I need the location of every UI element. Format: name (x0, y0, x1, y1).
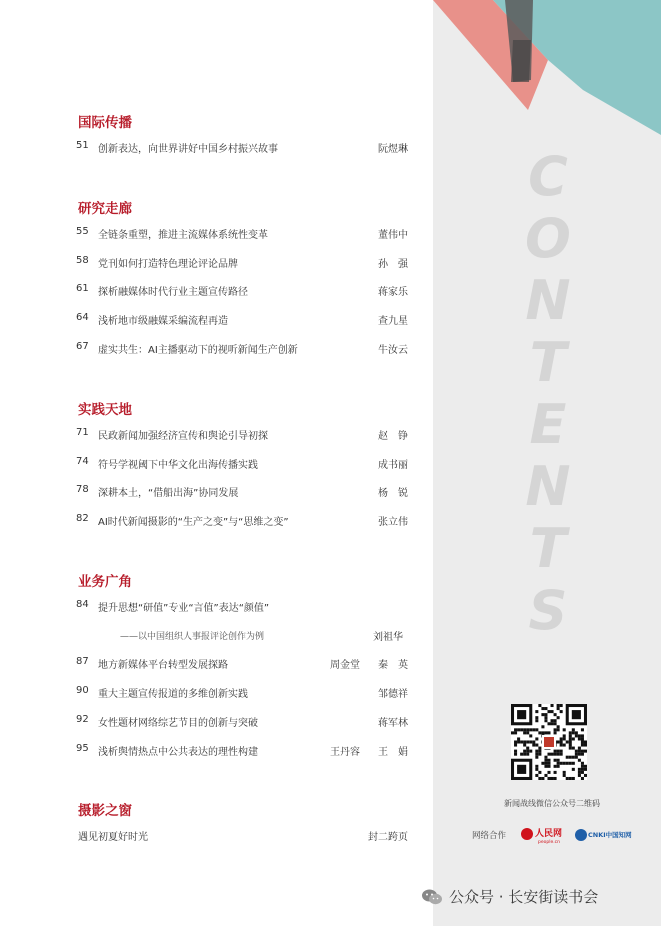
author-name: 邹德祥 (378, 689, 408, 701)
article-title: AI时代新闻摄影的“生产之变”与“思维之变” (98, 517, 289, 529)
author-name: 蒋军林 (378, 717, 408, 729)
toc-entry[interactable] (76, 714, 408, 730)
author-name: 封二跨页 (368, 832, 408, 843)
contents-letter: O (525, 207, 571, 270)
toc-entry[interactable] (76, 656, 408, 672)
author-name: 查九星 (378, 316, 408, 328)
page-number: 78 (76, 484, 89, 496)
page-number: 84 (76, 599, 89, 610)
contents-letter: N (525, 269, 571, 332)
section-title: 业务广角 (78, 574, 132, 590)
toc-entry[interactable] (76, 599, 408, 615)
qr-code (511, 704, 587, 780)
people-daily-logo[interactable] (520, 825, 566, 845)
page-number: 92 (76, 713, 89, 725)
author-name: 刘祖华 (373, 631, 403, 643)
decorative-shapes (433, 0, 661, 140)
toc-entry[interactable] (76, 255, 408, 271)
contents-letter: N (525, 455, 571, 518)
article-title: 符号学视阈下中华文化出海传播实践 (98, 459, 258, 471)
page-number: 61 (76, 283, 89, 295)
page-number: 55 (76, 226, 89, 237)
toc-entry[interactable] (76, 743, 408, 759)
article-title: 重大主题宣传报道的多维创新实践 (98, 689, 248, 701)
partner-label: 网络合作 (472, 831, 507, 841)
author-name: 阮煜琳 (378, 144, 408, 155)
section-title: 摄影之窗 (78, 803, 132, 819)
section-title: 实践天地 (78, 402, 132, 418)
toc-entry[interactable] (76, 283, 408, 299)
article-subtitle: ——以中国组织人事报评论创作为例 (120, 631, 265, 642)
article-title: 遇见初夏好时光 (78, 832, 148, 843)
author-name: 赵 铮 (378, 431, 408, 442)
page-number: 87 (76, 656, 89, 668)
toc-entry[interactable] (76, 685, 408, 701)
qr-caption: 新闻战线微信公众号二维码 (504, 799, 600, 808)
author-name: 王丹容 (330, 746, 360, 758)
toc-entry[interactable] (76, 484, 408, 500)
page-number: 67 (76, 340, 89, 352)
page-number: 90 (76, 685, 89, 697)
toc-entry[interactable] (76, 427, 408, 443)
svg-text:people.cn: people.cn (538, 840, 561, 845)
contents-letter: C (528, 145, 568, 208)
toc-entry[interactable] (76, 312, 408, 328)
toc-entry[interactable] (76, 140, 408, 156)
article-title: 创新表达，向世界讲好中国乡村振兴故事 (98, 144, 278, 155)
article-title: 女性题材网络综艺节目的创新与突破 (98, 717, 258, 729)
toc-entry[interactable] (76, 828, 408, 844)
page-number: 71 (76, 427, 89, 438)
section-title: 国际传播 (78, 115, 132, 131)
author-name: 蒋家乐 (378, 287, 408, 299)
page-number: 82 (76, 513, 89, 525)
page-number: 95 (76, 742, 89, 754)
author-name: 成书丽 (378, 459, 408, 471)
toc-entry[interactable] (76, 226, 408, 242)
toc-entry[interactable] (76, 513, 408, 529)
author-name: 秦 英 (378, 660, 408, 672)
author-name: 周金堂 (330, 660, 360, 672)
svg-text:人民网: 人民网 (535, 829, 563, 839)
author-name: 牛汝云 (378, 344, 408, 356)
article-title: 提升思想“研值”专业“言值”表达“颜值” (98, 603, 270, 614)
author-name: 王 娟 (378, 746, 408, 758)
toc-entry[interactable] (76, 341, 408, 357)
author-name: 孙 强 (378, 258, 408, 270)
wechat-footer-text: 公众号 · 长安街读书会 (449, 888, 599, 906)
section-title: 研究走廊 (78, 201, 132, 217)
svg-text:CNKI中国知网: CNKI中国知网 (588, 831, 632, 839)
cnki-logo[interactable] (574, 825, 632, 845)
toc-entry[interactable] (76, 456, 408, 472)
article-title: 民政新闻加强经济宣传和舆论引导初探 (98, 431, 268, 442)
author-name: 张立伟 (378, 517, 408, 529)
author-name: 杨 锐 (378, 488, 408, 500)
contents-letter: T (529, 331, 567, 394)
article-title: 地方新媒体平台转型发展探路 (98, 660, 228, 672)
page-number: 74 (76, 455, 89, 467)
author-name: 董伟中 (378, 230, 408, 241)
article-title: 党刊如何打造特色理论评论品牌 (98, 258, 238, 270)
article-title: 深耕本土，“借船出海”协同发展 (98, 488, 239, 500)
article-title: 探析融媒体时代行业主题宣传路径 (98, 287, 248, 299)
article-title: 虚实共生：AI主播驱动下的视听新闻生产创新 (98, 344, 298, 356)
page-number: 51 (76, 140, 89, 151)
page-number: 58 (76, 254, 89, 266)
article-title: 浅析地市级融媒采编流程再造 (98, 316, 228, 328)
wechat-footer (421, 886, 598, 907)
article-title: 浅析舆情热点中公共表达的理性构建 (98, 746, 258, 758)
article-title: 全链条重塑，推进主流媒体系统性变革 (98, 230, 268, 241)
contents-letter: T (529, 517, 567, 580)
wechat-icon (421, 888, 443, 906)
contents-letter: E (529, 393, 567, 456)
contents-letter: S (528, 579, 568, 642)
page-number: 64 (76, 312, 89, 324)
